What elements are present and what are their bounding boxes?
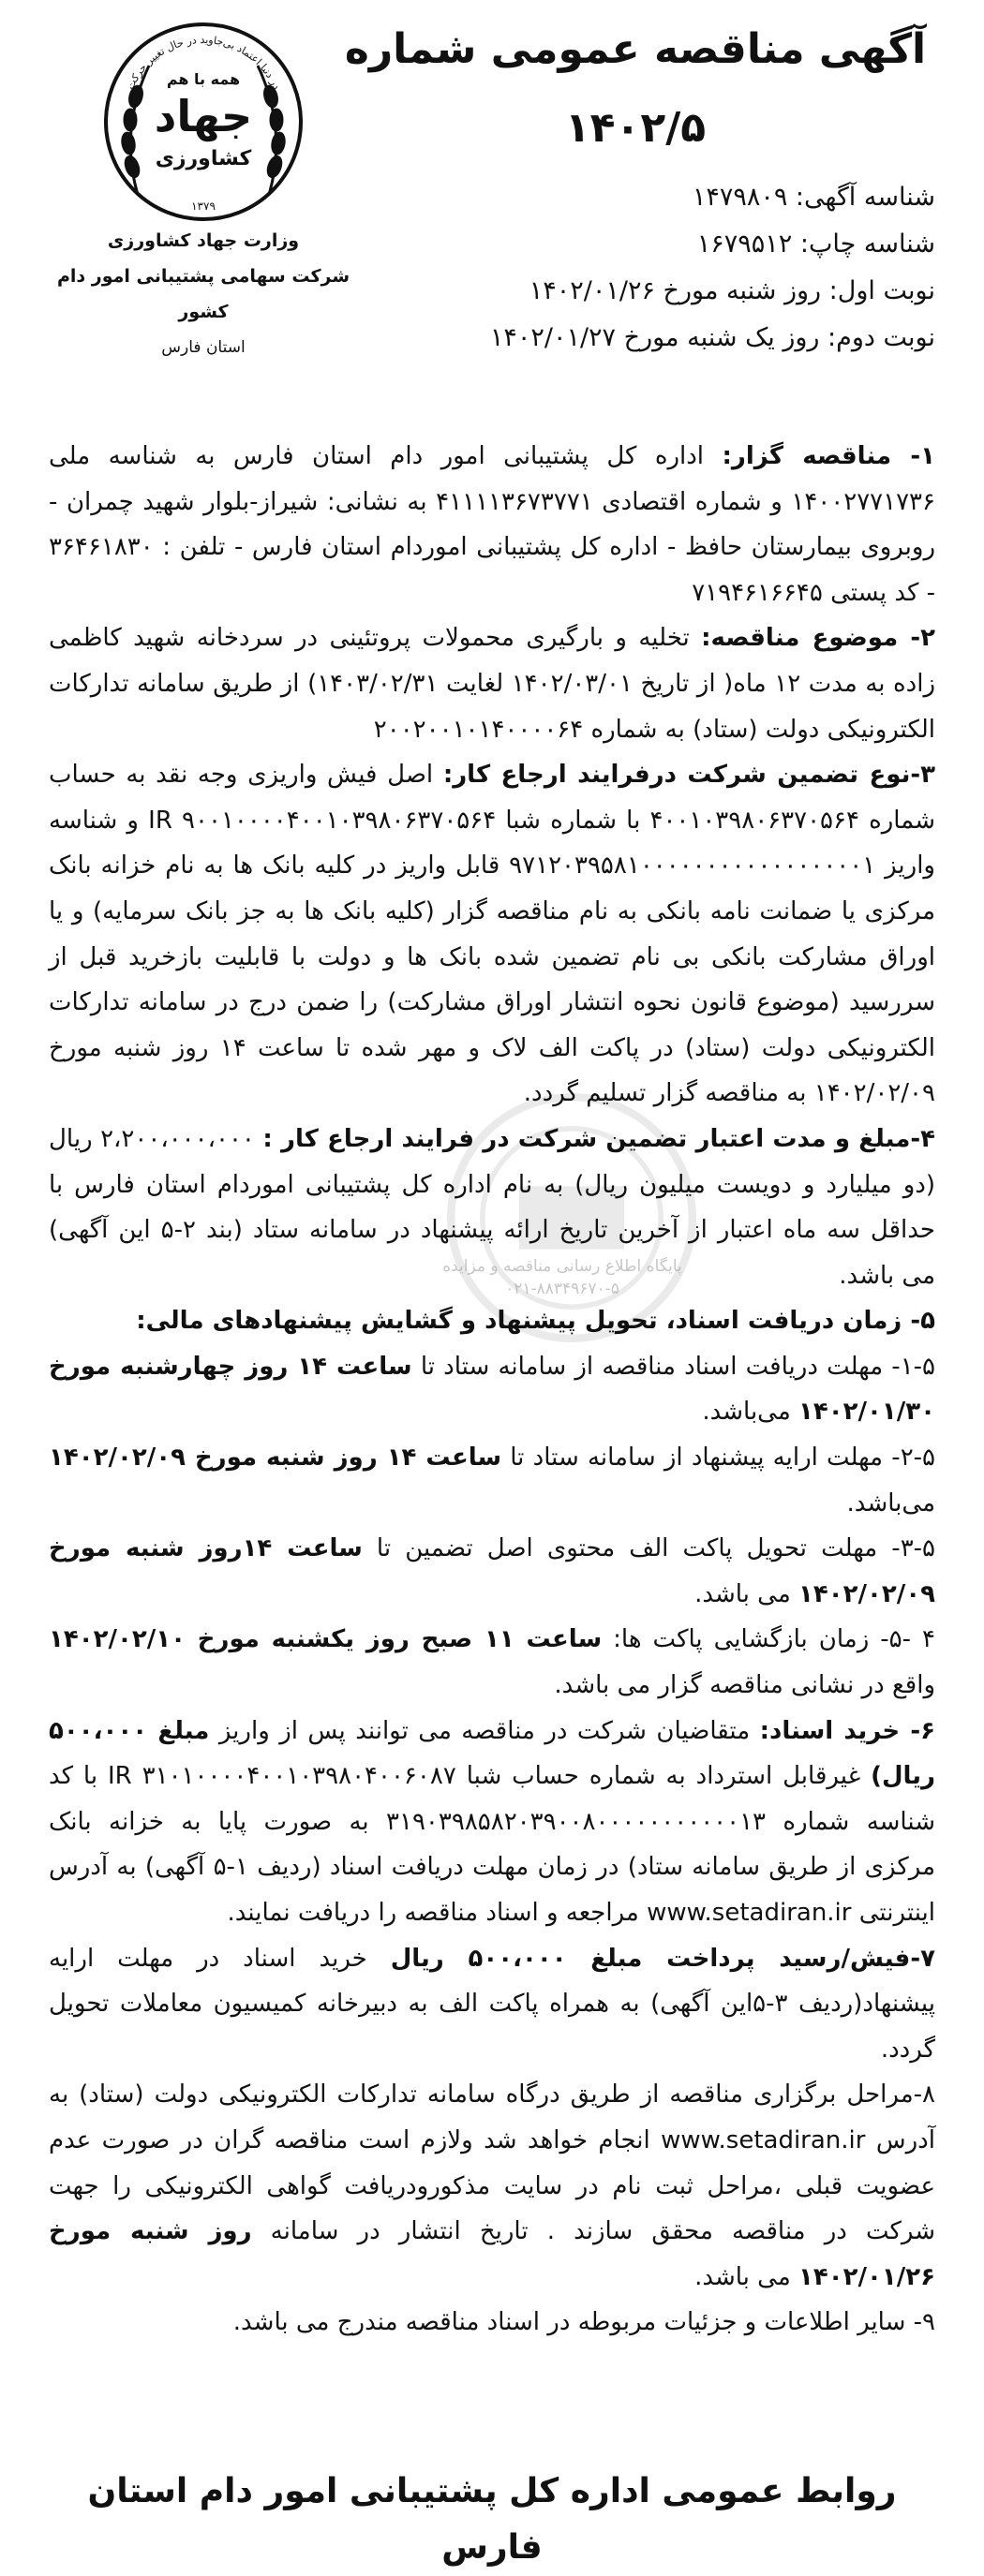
paragraph-guarantee-type — [49, 752, 935, 1117]
watermark-text — [394, 1255, 731, 1300]
paragraph-heading: ۱- مناقصه گزار: — [722, 442, 935, 470]
paragraph-schedule-5-1 — [49, 1344, 935, 1435]
paragraph-text-end: می باشد. — [694, 2262, 799, 2291]
paragraph-schedule-5-4 — [49, 1617, 935, 1708]
company-name: شرکت سهامی پشتیبانی امور دام کشور — [56, 266, 350, 322]
paragraph-heading: ۶- خرید اسناد: — [759, 1716, 936, 1745]
province-name: استان فارس — [161, 338, 246, 357]
paragraph-emphasis: مبلغ ۵۰۰،۰۰۰ ریال) — [49, 1716, 936, 1791]
paragraph-heading: ۵- زمان دریافت اسناد، تحویل پیشنهاد و گشایش پیشنهادهای مالی: — [136, 1307, 935, 1336]
notice-meta — [335, 174, 935, 362]
paragraph-text-end: غیرقابل استرداد به شماره حساب شبا IR ۳۱۰۱۰۰۰۰۴۰۰۱۰۳۹۸۰۴۰۰۶۰۸۷ با کد شناسه شماره ۳۱۹۰۳۹۸۵۸۲۰۳۹۰۰۸۰۰۰۰۰۰۰۰۰۰۰۱۳ به صورت پایا به خزانه بانک مرکزی از طریق سامانه ستاد) در زمان مهلت دریافت اسناد (ردیف ۱-۵ آگهی) به آدرس اینترنتی www.setadiran.ir مراجعه و اسناد مناقصه را دریافت نمایند. — [49, 1762, 936, 1927]
paragraph-receipt — [49, 1936, 935, 2073]
paragraph-schedule-5-2 — [49, 1435, 935, 1526]
logo-block — [49, 17, 358, 365]
watermark-line-2: ۰۲۱-۸۸۳۴۹۶۷۰-۵ — [505, 1280, 619, 1298]
paragraph-schedule-heading — [49, 1298, 935, 1344]
watermark-line-1: پایگاه اطلاع رسانی مناقصه و مزایده — [442, 1257, 682, 1276]
paragraph-text: خرید اسناد در مهلت ارایه پیشنهاد(ردیف ۳-۵این آگهی) به همراه پاکت الف به دبیرخانه کمیسیون معاملات تحویل گردد. — [49, 1944, 935, 2064]
jahad-keshavarzi-logo-icon — [100, 17, 306, 223]
notice-body — [49, 434, 935, 2346]
paragraph-document-purchase — [49, 1709, 935, 1936]
paragraph-tenderer — [49, 434, 935, 615]
paragraph-heading: ۳-نوع تضمین شرکت درفرایند ارجاع کار: — [442, 761, 935, 790]
logo-arc-text: در دنیا اعتماد بی‌جاوید در حال تغییر حرکت — [124, 33, 283, 92]
logo-year: ۱۳۷۹ — [191, 200, 216, 213]
print-id: شناسه چاپ: ۱۶۷۹۵۱۲ — [696, 229, 935, 259]
paragraph-text: ۲،۲۰۰،۰۰۰،۰۰۰ ریال (دو میلیارد و دویست میلیون ریال) به نام اداره کل پشتیبانی اموردام استان فارس با حداقل سه ماه اعتبار از آخرین تاریخ ارائه پیشنهاد در سامانه ستاد (بند ۲-۵ این آگهی) می باشد. — [49, 1124, 935, 1290]
paragraph-heading: ۲- موضوع مناقصه: — [701, 624, 936, 653]
paragraph-heading: ۴-مبلغ و مدت اعتبار تضمین شرکت در فرایند ارجاع کار : — [262, 1124, 936, 1153]
paragraph-emphasis: روز شنبه مورخ ۱۴۰۲/۰۱/۲۶ — [49, 2217, 935, 2291]
logo-main-text: جهاد — [154, 91, 253, 141]
paragraph-text: ۹- سایر اطلاعات و جزئیات مربوطه در اسناد مناقصه مندرج می باشد. — [232, 2308, 935, 2337]
paragraph-emphasis: ساعت ۱۱ صبح روز یکشنبه مورخ ۱۴۰۲/۰۲/۱۰ — [49, 1625, 603, 1654]
paragraph-text: ۳-۵- مهلت تحویل پاکت الف محتوی اصل تضمین تا — [362, 1534, 935, 1563]
paragraph-emphasis: ساعت ۱۴روز شنبه مورخ ۱۴۰۲/۰۲/۰۹ — [49, 1534, 935, 1608]
logo-small-text: همه با هم — [166, 70, 241, 88]
paragraph-text: اصل فیش واریزی وجه نقد به حساب شماره ۴۰۰۱۰۳۹۸۰۶۳۷۰۵۶۴ با شماره شبا IR ۹۰۰۱۰۰۰۰۴۰۰۱۰۳۹۸۰۶۳۷۰۵۶۴ و شناسه واریز ۹۷۱۲۰۳۹۵۸۱۰۰۰۰۰۰۰۰۰۰۰۰۰۰۰۰۰۱ قابل واریز در کلیه بانک ها به نام خزانه بانک مرکزی یا ضمانت نامه بانکی به نام مناقصه گزار (کلیه بانک ها به جز بانک سرمایه) و یا اوراق مشارکت بانکی بی نام تضمین شده بانک ها و دولت با قابلیت بازخرید قبل از سررسید (موضوع قانون نحوه انتشار اوراق مشارکت) را ضمن درج در سامانه تدارکات الکترونیکی دولت (ستاد) در پاکت الف لاک و مهر شده تا ساعت ۱۴ روز شنبه مورخ ۱۴۰۲/۰۲/۰۹ به مناقصه گزار تسلیم گردد. — [49, 761, 935, 1108]
paragraph-text: اداره کل پشتیبانی امور دام استان فارس به شناسه ملی ۱۴۰۰۲۷۷۱۷۳۶ و شماره اقتصادی ۴۱۱۱۱۳۶۷۳۷۷۱ به نشانی: شیراز-بلوار شهید چمران - روبروی بیمارستان حافظ - اداره کل پشتیبانی اموردام استان فارس - تلفن : ۳۶۴۶۱۸۳۰ - کد پستی ۷۱۹۴۶۱۶۶۴۵ — [49, 442, 935, 607]
paragraph-emphasis: ساعت ۱۴ روز شنبه مورخ ۱۴۰۲/۰۲/۰۹ — [49, 1443, 502, 1473]
paragraph-other-info — [49, 2300, 935, 2346]
notice-id: شناسه آگهی: ۱۴۷۹۸۰۹ — [692, 183, 935, 212]
notice-number: ۱۴۰۲/۵ — [564, 104, 707, 152]
first-publication: نوبت اول: روز شنبه مورخ ۱۴۰۲/۰۱/۲۶ — [529, 276, 935, 305]
paragraph-subject — [49, 615, 935, 752]
paragraph-heading: ۷-فیش/رسید پرداخت مبلغ ۵۰۰،۰۰۰ ریال — [390, 1944, 936, 1973]
notice-title: آگهی مناقصه عمومی شماره — [344, 25, 927, 73]
title-block — [335, 17, 935, 161]
paragraph-procedure — [49, 2072, 935, 2300]
paragraph-text: ۸-مراحل برگزاری مناقصه از طریق درگاه سامانه تدارکات الکترونیکی دولت (ستاد) به آدرس www.setadiran.ir انجام خواهد شد ولازم است مناقصه گران در صورت عدم عضویت قبلی ،مراحل ثبت نام در سایت مذکورودریافت گواهی الکترونیکی را جهت شرکت در مناقصه محقق سازند . تاریخ انتشار در سامانه — [49, 2080, 935, 2246]
ministry-name: وزارت جهاد کشاورزی — [107, 230, 300, 251]
paragraph-text: ۲-۵- مهلت ارایه پیشنهاد از سامانه ستاد تا — [501, 1443, 935, 1473]
paragraph-text-end: واقع در نشانی مناقصه گزار می باشد. — [554, 1671, 935, 1700]
paragraph-text: تخلیه و بارگیری محمولات پروتئینی در سردخانه شهید کاظمی زاده به مدت ۱۲ ماه( از تاریخ ۱۴۰۲/۰۳/۰۱ لغایت ۱۴۰۳/۰۲/۳۱) از طریق سامانه تدارکات الکترونیکی دولت (ستاد) به شماره ۲۰۰۲۰۰۱۰۱۴۰۰۰۰۶۴ — [49, 624, 936, 744]
paragraph-text-end: می‌باشد. — [846, 1488, 935, 1517]
footer-signature: روابط عمومی اداره کل پشتیبانی امور دام استان فارس — [87, 2472, 897, 2567]
second-publication: نوبت دوم: روز یک شنبه مورخ ۱۴۰۲/۰۱/۲۷ — [489, 323, 935, 352]
paragraph-emphasis: ساعت ۱۴ روز چهارشنبه مورخ ۱۴۰۲/۰۱/۳۰ — [49, 1352, 935, 1427]
paragraph-text: ۴ -۵- زمان بازگشایی پاکت ها: — [602, 1625, 935, 1654]
paragraph-text-end: می‌باشد. — [702, 1398, 799, 1427]
paragraph-schedule-5-3 — [49, 1526, 935, 1617]
paragraph-text: ۱-۵- مهلت دریافت اسناد مناقصه از سامانه ستاد تا — [411, 1352, 936, 1381]
header — [49, 17, 935, 434]
paragraph-text-end: می باشد. — [694, 1579, 799, 1608]
logo-sub-text: کشاورزی — [155, 147, 252, 170]
paragraph-text: متقاضیان شرکت در مناقصه می توانند پس از واریز — [209, 1716, 760, 1745]
